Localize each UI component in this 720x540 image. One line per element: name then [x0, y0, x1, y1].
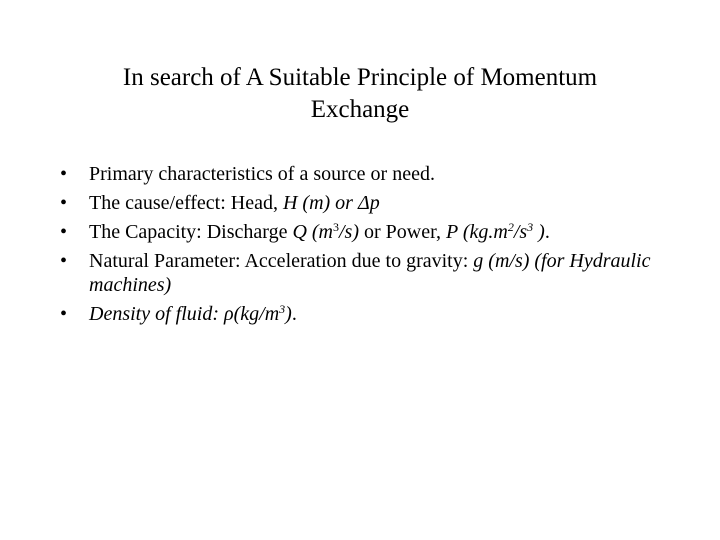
bullet-icon: •	[60, 303, 68, 325]
power-unit-slash: /s	[513, 221, 528, 243]
bullet-item-cause-effect	[60, 191, 680, 215]
bullet-text: The Capacity: Discharge	[89, 221, 293, 243]
delta-symbol: Δ	[357, 192, 370, 214]
discharge-symbol: Q (m	[292, 221, 333, 243]
power-unit-end: )	[533, 221, 545, 243]
bullet-text: Natural Parameter: Acceleration due to gravity:	[89, 250, 474, 272]
title-line-1: In search of A Suitable Principle of Momentum	[122, 64, 598, 91]
density-unit: (kg/m	[233, 303, 280, 325]
superscript: 3	[333, 220, 339, 234]
bullet-text: Density of fluid:	[89, 303, 224, 325]
bullet-list	[60, 162, 680, 331]
slide-title	[60, 62, 660, 126]
pressure-symbol: p	[369, 192, 380, 214]
title-line-2: Exchange	[310, 96, 410, 123]
superscript: 2	[507, 220, 514, 234]
bullet-item-primary-characteristics	[60, 162, 680, 186]
bullet-text: The cause/effect: Head,	[89, 192, 283, 214]
discharge-unit-end: /s)	[339, 221, 359, 243]
bullet-icon: •	[60, 163, 68, 185]
bullet-text-end: .	[544, 221, 550, 243]
bullet-text-end: .	[291, 303, 297, 325]
rho-symbol: ρ	[223, 303, 234, 325]
bullet-text-mid: or Power,	[359, 221, 446, 243]
bullet-item-density	[60, 302, 680, 326]
bullet-item-natural-parameter	[60, 249, 680, 297]
power-symbol: P (kg.m	[445, 221, 508, 243]
bullet-item-capacity	[60, 220, 680, 244]
bullet-icon: •	[60, 221, 68, 243]
superscript: 3	[279, 302, 286, 316]
head-symbol: H (m) or	[282, 192, 358, 214]
bullet-icon: •	[60, 192, 68, 214]
gravity-symbol: g (m/s) (for Hydraulic machines)	[89, 250, 651, 296]
superscript: 3	[527, 220, 534, 234]
bullet-icon: •	[60, 250, 68, 272]
bullet-text: Primary characteristics of a source or need.	[89, 163, 435, 185]
density-unit-end: )	[285, 303, 292, 325]
